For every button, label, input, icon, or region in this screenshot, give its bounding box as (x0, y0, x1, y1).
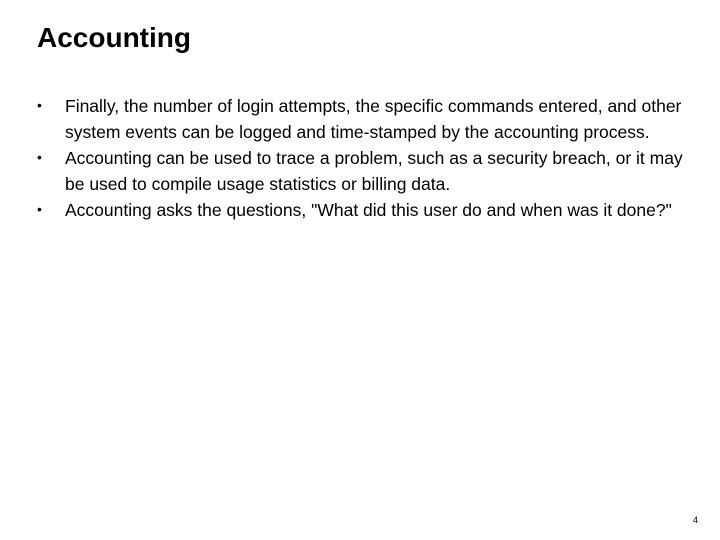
bullet-text: Finally, the number of login attempts, the specific commands entered, and other system events can be logged and time-stamped by the accounting process. (65, 96, 682, 142)
bullet-icon: • (37, 149, 42, 165)
bullet-icon: • (37, 201, 42, 217)
bullet-text: Accounting can be used to trace a problem, such as a security breach, or it may be used to compile usage statistics or billing data. (65, 148, 683, 194)
bullet-item-2 (37, 145, 697, 197)
bullet-text: Accounting asks the questions, "What did this user do and when was it done?" (65, 200, 672, 220)
bullet-item-3 (37, 197, 697, 223)
bullet-item-1 (37, 93, 697, 145)
slide-title: Accounting (37, 22, 191, 53)
page-number: 4 (692, 515, 698, 525)
bullet-icon: • (37, 97, 42, 113)
bullet-list (37, 93, 697, 223)
